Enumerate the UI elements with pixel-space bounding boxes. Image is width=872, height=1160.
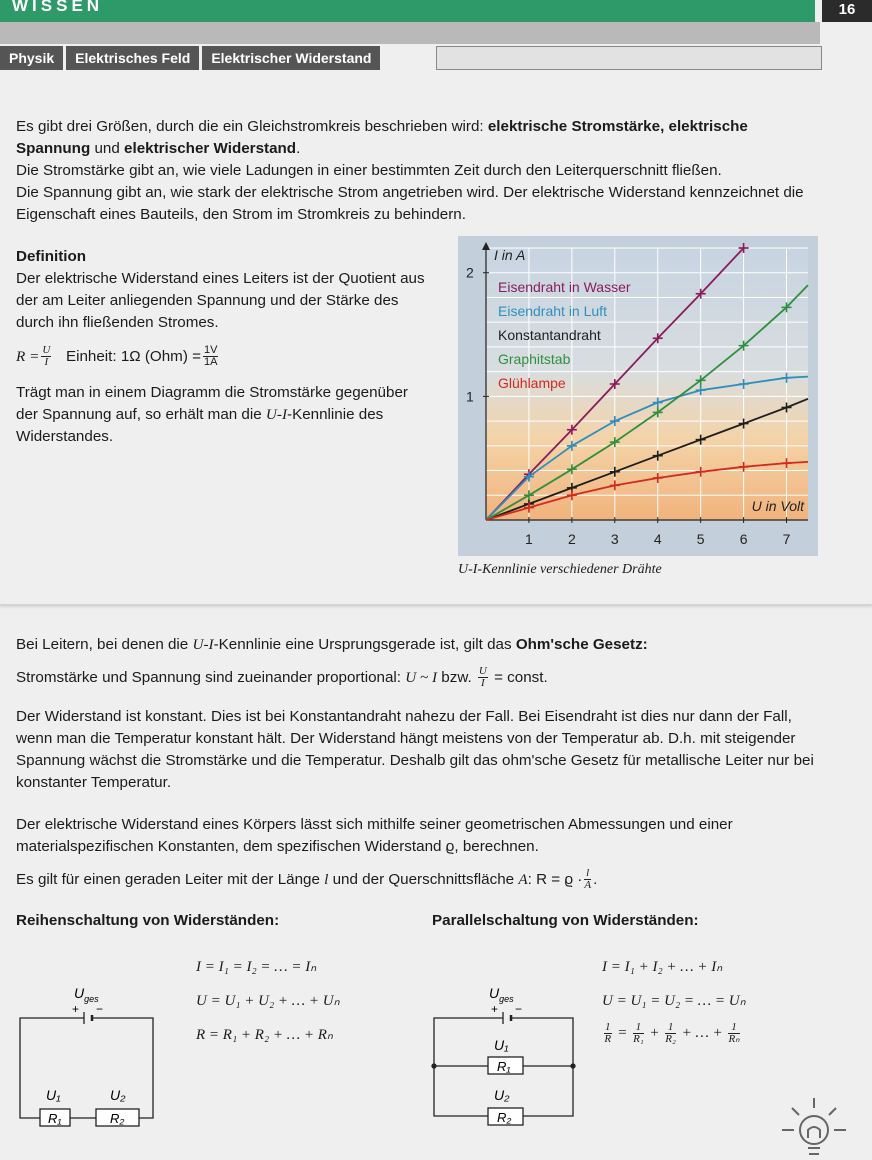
y-tick-label: 1 <box>466 388 474 405</box>
parallel-formula-voltage: U = U₁ = U₂ = … = Uₙ <box>602 993 746 1009</box>
parallel-formula-current: I = I₁ + I₂ + … + Iₙ <box>602 959 723 975</box>
x-tick-label: 1 <box>525 531 533 547</box>
x-tick-label: 5 <box>696 531 705 547</box>
x-tick-label: 6 <box>739 531 748 547</box>
page-fold-divider <box>0 604 872 606</box>
series-circuit-title: Reihenschaltung von Widerständen: <box>16 912 280 929</box>
breadcrumb-item-widerstand[interactable]: Elektrischer Widerstand <box>202 46 380 70</box>
parallel-u1: U₁ <box>494 1037 509 1053</box>
parallel-u2: U₂ <box>494 1087 510 1103</box>
x-tick-label: 3 <box>610 531 619 547</box>
definition-formula: R = $\frac{U}{I}$ Einheit: 1Ω (Ohm) = $\frac{1V}{1A}$ <box>16 344 218 369</box>
series-u-ges: U <box>74 985 85 1001</box>
series-r1: R₁ <box>48 1111 62 1126</box>
chart-caption <box>458 560 662 578</box>
breadcrumb <box>0 46 383 70</box>
legend-entry-1: Eisendraht in Luft <box>498 303 607 319</box>
ohm-paragraph-3: Der Widerstand ist konstant. Dies ist bei Konstantandraht nahezu der Fall. Bei Eisendraht ist dies nur dann der Fall, wenn man die Temperatur konstant hält. Der Widerstand hängt meistens von der Temperatur ab. D.h. mit steigender Spannung wächst die Stromstärke und die Temperatur. Deshalb gilt das ohm'sche Gesetz für metallische Leiter nur bei konstanter Temperatur. <box>16 708 814 791</box>
definition-heading: Definition <box>16 248 87 265</box>
chart-svg <box>458 236 818 556</box>
x-tick-label: 7 <box>782 531 791 547</box>
y-tick-label: 2 <box>466 264 474 281</box>
parallel-formula-resistance: $\frac{1}{R}$ = $\frac{1}{\text{R₁}}$ + $\frac{1}{\text{R₂}}$ + … + $\frac{1}{\text{Rₙ}}$ <box>604 1021 740 1046</box>
series-u1: U₁ <box>46 1087 61 1103</box>
series-formulas <box>196 950 340 1052</box>
definition-text: Der elektrische Widerstand eines Leiters ist der Quotient aus der am Leiter anliegenden Spannung und der Stärke des durch ihn fließenden Stromes. <box>16 270 425 331</box>
parallel-battery-plus: + <box>491 1002 499 1016</box>
intro-paragraph-2: Die Stromstärke gibt an, wie viele Ladungen in einer bestimmten Zeit durch den Leiterquerschnitt fließen. <box>16 162 722 179</box>
legend-entry-4: Glühlampe <box>498 375 566 391</box>
x-tick-label: 2 <box>567 531 576 547</box>
lightbulb-icon <box>778 1094 850 1158</box>
x-axis-label: U in Volt <box>751 498 804 514</box>
series-r2: R₂ <box>110 1111 125 1126</box>
definition-text-2: Trägt man in einem Diagramm die Stromstärke gegenüber der Spannung auf, so erhält man die U-I-Kennlinie des Widerstandes. <box>16 384 408 445</box>
series-circuit-diagram <box>10 980 170 1130</box>
breadcrumb-item-feld[interactable]: Elektrisches Feld <box>66 46 199 70</box>
header-bar <box>0 0 815 22</box>
series-battery-plus: + <box>72 1002 80 1016</box>
header-shade <box>0 22 820 44</box>
legend-entry-3: Graphitstab <box>498 351 571 367</box>
series-u-ges-sub: ges <box>84 994 99 1004</box>
ohm-paragraph-4: Der elektrische Widerstand eines Körpers lässt sich mithilfe seiner geometrischen Abmessungen und einer materialspezifischen Konstanten, dem spezifischen Widerstand ϱ, berechnen. <box>16 816 733 855</box>
series-u2: U₂ <box>110 1087 126 1103</box>
x-tick-label: 4 <box>653 531 662 547</box>
parallel-r2: R₂ <box>497 1110 512 1125</box>
legend-entry-0: Eisendraht in Wasser <box>498 279 631 295</box>
parallel-r1: R₁ <box>497 1059 511 1074</box>
parallel-circuit-title: Parallelschaltung von Widerständen: <box>432 912 699 929</box>
breadcrumb-item-physik[interactable]: Physik <box>0 46 63 70</box>
parallel-u-ges-sub: ges <box>499 994 514 1004</box>
parallel-circuit-diagram <box>428 980 588 1130</box>
series-battery-minus: − <box>96 1002 104 1016</box>
parallel-battery-minus: − <box>515 1002 523 1016</box>
breadcrumb-filler <box>436 46 822 70</box>
ohm-line-2: Stromstärke und Spannung sind zueinander proportional: U ~ I bzw. $\frac{U}{I}$ = const. <box>16 665 548 690</box>
intro-paragraph-1: Es gibt drei Größen, durch die ein Gleichstromkreis beschrieben wird: elektrische Stromstärke, elektrische Spannung und elektrischer Widerstand. <box>16 118 748 157</box>
parallel-formulas <box>602 950 746 1052</box>
intro-section <box>16 116 816 226</box>
ohm-section <box>16 634 836 894</box>
series-formula-resistance: R = R₁ + R₂ + … + Rₙ <box>196 1027 333 1043</box>
parallel-u-ges: U <box>489 985 500 1001</box>
series-formula-current: I = I₁ = I₂ = … = Iₙ <box>196 959 317 975</box>
intro-paragraph-3: Die Spannung gibt an, wie stark der elektrische Strom angetrieben wird. Der elektrische Widerstand kennzeichnet die Eigenschaft eines Bauteils, den Strom im Stromkreis zu behindern. <box>16 184 804 223</box>
y-axis-label: I in A <box>494 247 526 263</box>
chart-caption-text: U-I-Kennlinie verschiedener Drähte <box>458 562 662 577</box>
brand-label: WISSEN <box>12 0 104 15</box>
ohm-line-1: Bei Leitern, bei denen die U-I-Kennlinie eine Ursprungsgerade ist, gilt das Ohm'sche Gesetz: <box>16 636 648 653</box>
series-formula-voltage: U = U₁ + U₂ + … + Uₙ <box>196 993 340 1009</box>
ui-characteristic-chart <box>458 236 818 556</box>
legend-entry-2: Konstantandraht <box>498 327 601 343</box>
page-number: 16 <box>822 0 872 22</box>
ohm-paragraph-5: Es gilt für einen geraden Leiter mit der Länge l und der Querschnittsfläche A: R = ϱ · $\frac{l}{A}$ . <box>16 867 598 892</box>
definition-section <box>16 246 436 448</box>
